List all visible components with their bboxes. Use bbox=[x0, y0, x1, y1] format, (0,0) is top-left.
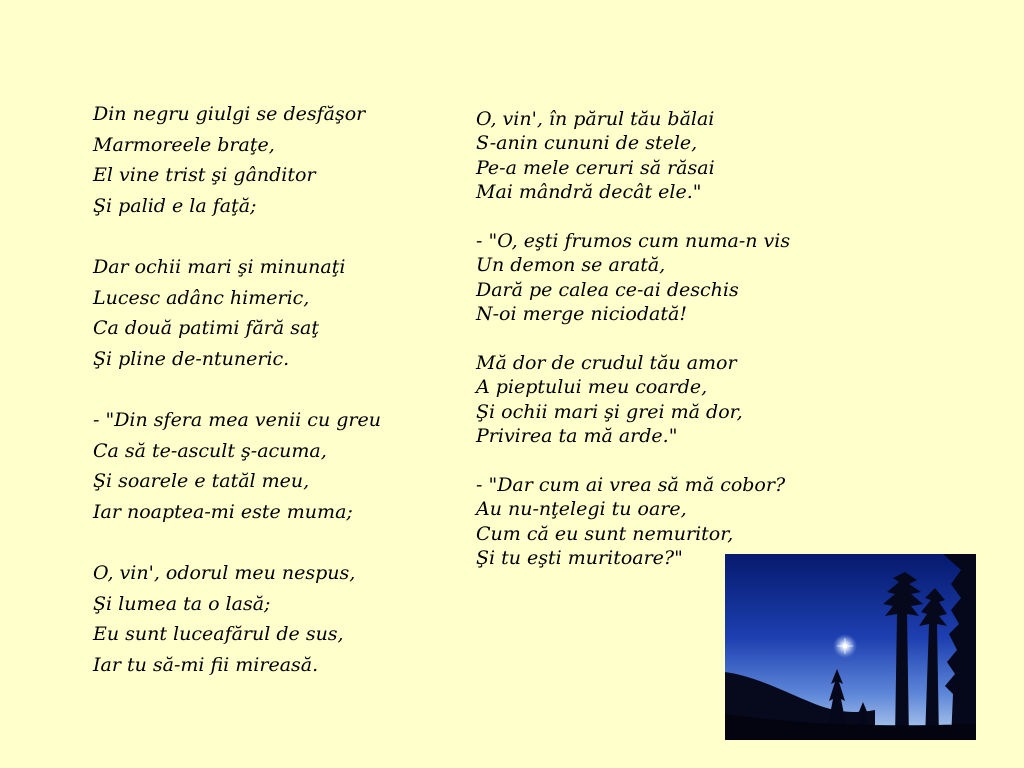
poem-line: - "Din sfera mea venii cu greu bbox=[93, 408, 381, 431]
poem-line: Un demon se arată, bbox=[476, 254, 666, 277]
stanza bbox=[93, 252, 473, 374]
poem-line: A pieptului meu coarde, bbox=[476, 376, 708, 399]
poem-line: O, vin', în părul tău bălai bbox=[476, 108, 715, 130]
poem-line: Ca să te-ascult ş-acuma, bbox=[93, 439, 327, 462]
poem-line: - "O, eşti frumos cum numa-n vis bbox=[476, 230, 791, 253]
poem-line: Cum că eu sunt nemuritor, bbox=[476, 522, 734, 545]
night-sky-illustration bbox=[725, 554, 976, 740]
poem-line: Marmoreele braţe, bbox=[93, 133, 275, 156]
poem-line: Mă dor de crudul tău amor bbox=[476, 352, 737, 375]
stanza bbox=[93, 99, 473, 221]
poem-line: Şi tu eşti muritoare?" bbox=[476, 547, 683, 570]
stanza bbox=[93, 558, 473, 680]
poem-line: Dar ochii mari şi minunaţi bbox=[93, 255, 346, 278]
poem-line: Ca două patimi fără saţ bbox=[93, 317, 319, 340]
poem-line: Şi soarele e tatăl meu, bbox=[93, 470, 310, 493]
poem-line: Iar noaptea-mi este muma; bbox=[93, 500, 353, 523]
poem-line: Lucesc adânc himeric, bbox=[93, 286, 310, 309]
poem-line: Mai mândră decât ele." bbox=[476, 181, 702, 204]
poem-line: O, vin', odorul meu nespus, bbox=[93, 561, 356, 584]
poem-line: Şi palid e la faţă; bbox=[93, 194, 257, 217]
poem-line: Eu sunt luceafărul de sus, bbox=[93, 623, 344, 646]
poem-line: - "Dar cum ai vrea să mă cobor? bbox=[476, 474, 786, 497]
poem-line: S-anin cununi de stele, bbox=[476, 132, 698, 155]
poem-line: Din negru giulgi se desfăşor bbox=[93, 103, 366, 125]
poem-line: Şi ochii mari şi grei mă dor, bbox=[476, 400, 743, 423]
stanza bbox=[476, 351, 806, 449]
poem-line: Şi lumea ta o lasă; bbox=[93, 592, 271, 615]
poem-column-left bbox=[93, 99, 473, 680]
poem-line: Şi pline de-ntuneric. bbox=[93, 347, 290, 370]
poem-line: Pe-a mele ceruri să răsai bbox=[476, 156, 715, 179]
poem-column-right bbox=[476, 107, 806, 571]
poem-line: El vine trist şi gânditor bbox=[93, 164, 316, 187]
night-sky-photo bbox=[725, 554, 976, 740]
stanza bbox=[476, 229, 806, 327]
poem-line: Au nu-nţelegi tu oare, bbox=[476, 498, 687, 521]
poem-line: N-oi merge niciodată! bbox=[476, 303, 687, 326]
stanza bbox=[476, 107, 806, 205]
poem-line: Privirea ta mă arde." bbox=[476, 425, 678, 448]
poem-line: Iar tu să-mi fii mireasă. bbox=[93, 653, 319, 676]
poem-line: Dară pe calea ce-ai deschis bbox=[476, 278, 739, 301]
stanza bbox=[93, 405, 473, 527]
